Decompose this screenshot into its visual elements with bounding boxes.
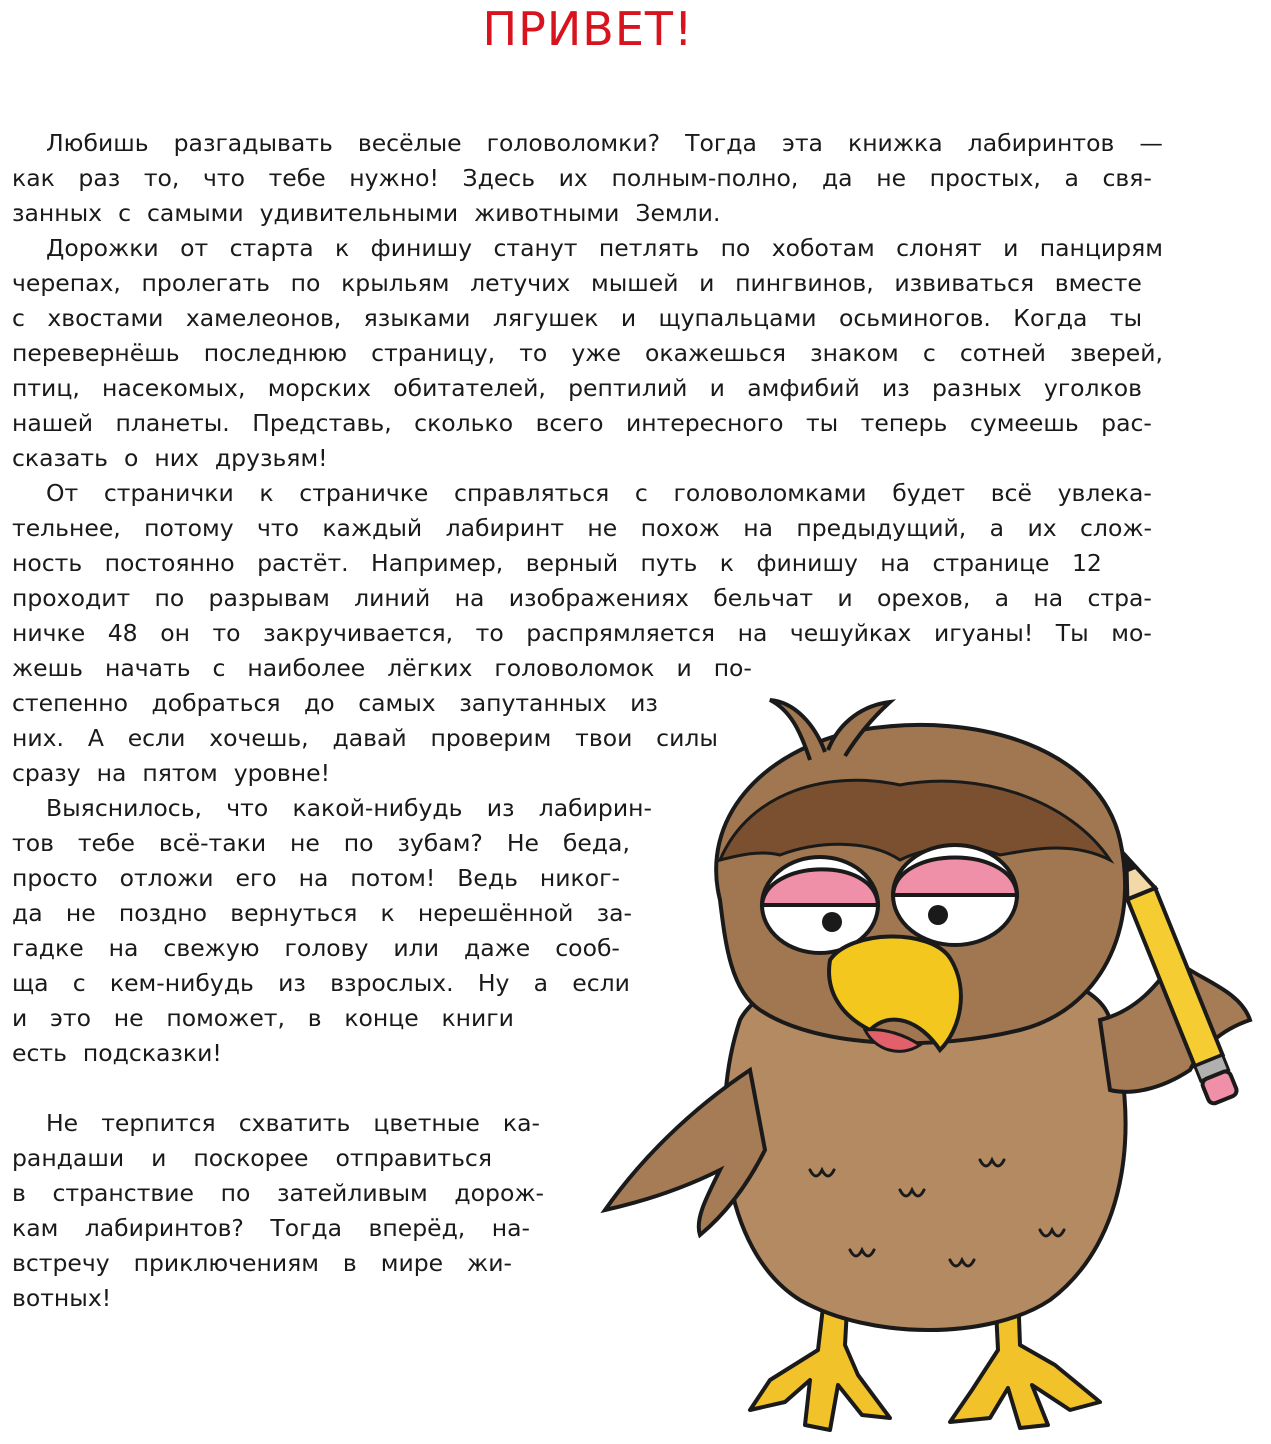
text-line: занных с самыми удивительными животными Земли. [12,199,721,227]
text-line: Любишь разгадывать весёлые головоломки? Тогда эта книжка лабиринтов — [46,129,1163,157]
text-line: гадке на свежую голову или даже сооб- [12,934,620,962]
text-line: степенно добраться до самых запутанных из [12,689,658,717]
text-line: тельнее, потому что каждый лабиринт не похож на предыдущий, а их слож- [12,514,1152,542]
text-line: вотных! [12,1284,112,1312]
text-line: птиц, насекомых, морских обитателей, рептилий и амфибий из разных уголков [12,374,1142,402]
text-line: перевернёшь последнюю страницу, то уже окажешься знаком с сотней зверей, [12,339,1163,367]
text-line: и это не поможет, в конце книги [12,1004,514,1032]
text-line: сразу на пятом уровне! [12,759,331,787]
text-line: рандаши и поскорее отправиться [12,1144,492,1172]
text-line: черепах, пролегать по крыльям летучих мышей и пингвинов, извиваться вместе [12,269,1142,297]
text-line: просто отложи его на потом! Ведь никог- [12,864,620,892]
text-line: Дорожки от старта к финишу станут петлять по хоботам слонят и панцирям [46,234,1163,262]
text-line: ничке 48 он то закручивается, то распрямляется на чешуйках игуаны! Ты мо- [12,619,1152,647]
page-title: ПРИВЕТ! [482,2,694,56]
text-line: встречу приключениям в мире жи- [12,1249,512,1277]
text-line: жешь начать с наиболее лёгких головоломок и по- [12,654,752,682]
text-line: нашей планеты. Представь, сколько всего интересного ты теперь сумеешь рас- [12,409,1152,437]
text-line: в странствие по затейливым дорож- [12,1179,544,1207]
text-line: них. А если хочешь, давай проверим твои силы [12,724,718,752]
text-line: Выяснилось, что какой-нибудь из лабирин- [46,794,652,822]
text-line: с хвостами хамелеонов, языками лягушек и щупальцами осьминогов. Когда ты [12,304,1142,332]
text-line: тов тебе всё-таки не по зубам? Не беда, [12,829,630,857]
text-line: ность постоянно растёт. Например, верный путь к финишу на странице 12 [12,549,1102,577]
text-line: ща с кем-нибудь из взрослых. Ну а если [12,969,630,997]
text-line: да не поздно вернуться к нерешённой за- [12,899,632,927]
owl-with-pencil-illustration [600,690,1260,1440]
text-line: От странички к страничке справляться с головоломками будет всё увлека- [46,479,1152,507]
text-line: как раз то, что тебе нужно! Здесь их полным-полно, да не простых, а свя- [12,164,1152,192]
text-line: кам лабиринтов? Тогда вперёд, на- [12,1214,530,1242]
text-line: Не терпится схватить цветные ка- [46,1109,540,1137]
text-line: сказать о них друзьям! [12,444,328,472]
text-line: проходит по разрывам линий на изображениях бельчат и орехов, а на стра- [12,584,1152,612]
text-line: есть подсказки! [12,1039,222,1067]
